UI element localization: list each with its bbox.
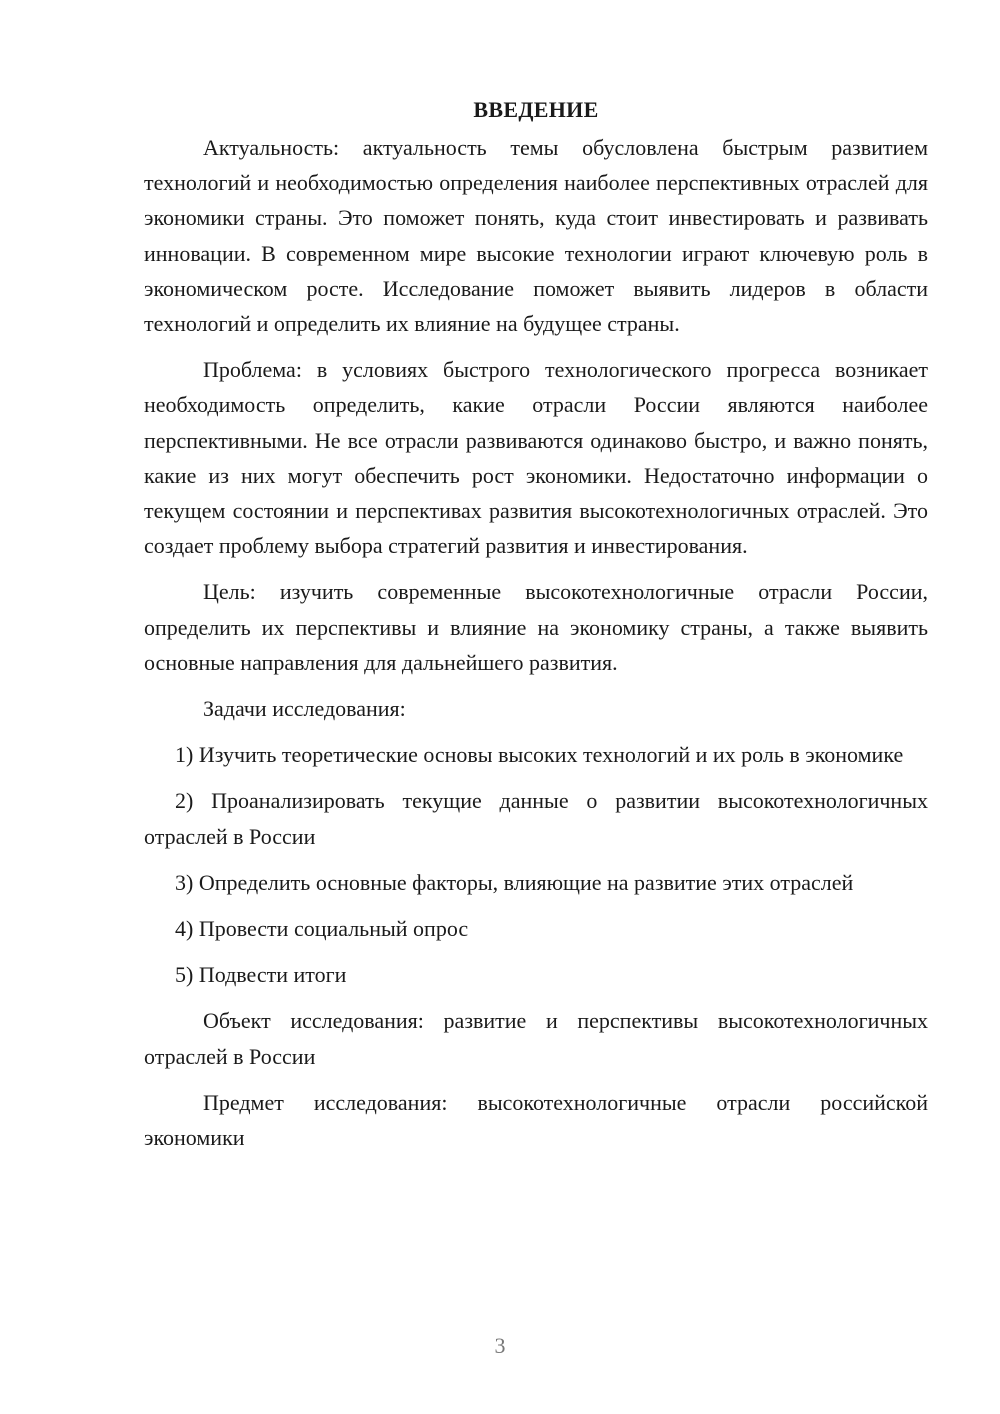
section-title: ВВЕДЕНИЕ [473, 97, 599, 122]
object-paragraph: Объект исследования: развитие и перспективы высокотехнологичных отраслей в России [144, 1008, 928, 1069]
problem-paragraph: Проблема: в условиях быстрого технологического прогресса возникает необходимость определить, какие отрасли России являются наиболее перспективными. Не все отрасли развиваются одинаково быстро, и важно понять, какие из них могут обеспечить рост экономики. Недостаточно информации о текущем состоянии и перспективах развития высокотехнологичных отраслей. Это создает проблему выбора стратегий развития и инвестирования. [144, 357, 928, 559]
task-item-3: 3) Определить основные факторы, влияющие на развитие этих отраслей [175, 869, 854, 895]
subject-paragraph: Предмет исследования: высокотехнологичные отрасли российской экономики [144, 1089, 928, 1151]
task-item-4: 4) Провести социальный опрос [175, 916, 469, 942]
goal-paragraph: Цель: изучить современные высокотехнологичные отрасли России, определить их перспективы и влияние на экономику страны, а также выявить основные направления для дальнейшего развития. [144, 579, 928, 675]
task-item-2: 2) Проанализировать текущие данные о развитии высокотехнологичных отраслей в России [144, 788, 928, 849]
page-number: 3 [494, 1333, 506, 1358]
relevance-paragraph: Актуальность: актуальность темы обусловлена быстрым развитием технологий и необходимостью определения наиболее перспективных отраслей для экономики страны. Это поможет понять, куда стоит инвестировать и развивать инновации. В современном мире высокие технологии играют ключевую роль в экономическом росте. Исследование поможет выявить лидеров в области технологий и определить их влияние на будущее страны. [144, 135, 928, 337]
page-content [144, 92, 928, 1166]
task-item-5: 5) Подвести итоги [175, 962, 347, 988]
task-item-1: 1) Изучить теоретические основы высоких технологий и их роль в экономике [175, 742, 904, 768]
tasks-heading: Задачи исследования: [203, 696, 406, 722]
